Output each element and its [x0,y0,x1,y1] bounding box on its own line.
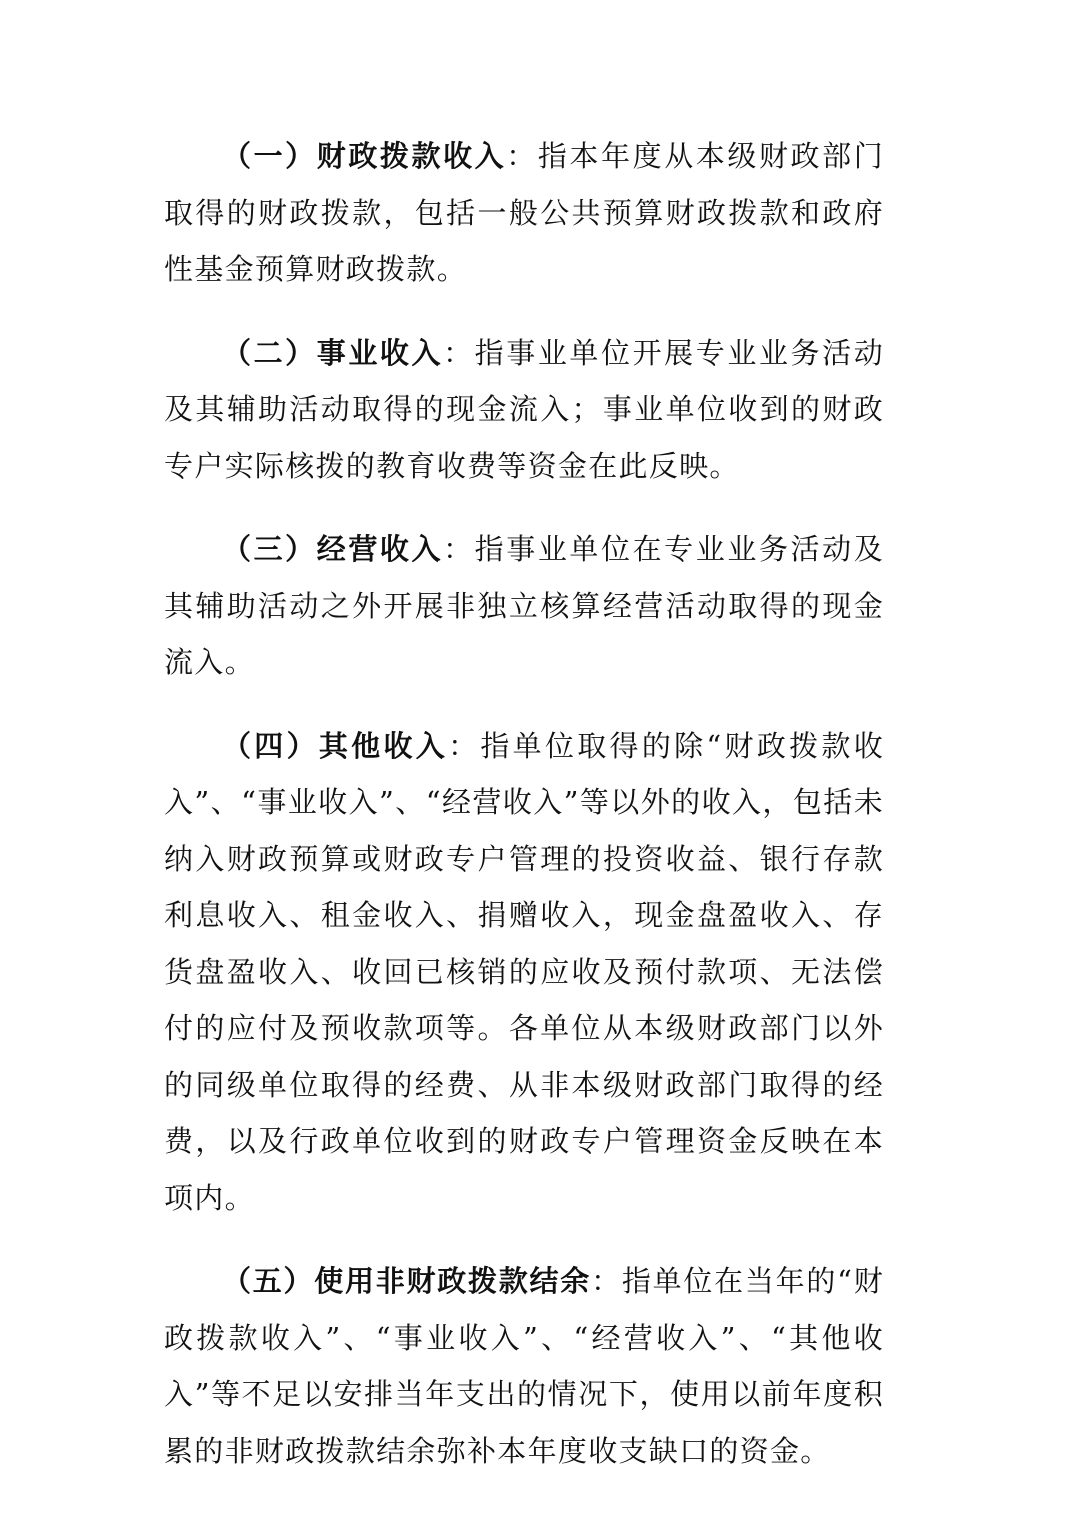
term-business-income: （二）事业收入 [222,335,444,370]
document-page [164,128,884,1506]
definition-business-income: ：指事业单位开展专业业务活动及其辅助活动取得的现金流入；事业单位收到的财政专户实际核拨的教育收费等资金在此反映。 [164,335,884,483]
paragraph-non-fiscal-surplus-use [164,1253,884,1479]
definition-fiscal-appropriation-income: ：指本年度从本级财政部门取得的财政拨款，包括一般公共预算财政拨款和政府性基金预算财政拨款。 [164,139,884,286]
paragraph-other-income [164,718,884,1227]
paragraph-operating-income [164,521,884,691]
definition-other-income: ：指单位取得的除“财政拨款收入”、“事业收入”、“经营收入”等以外的收入，包括未纳入财政预算或财政专户管理的投资收益、银行存款利息收入、租金收入、捐赠收入，现金盘盈收入、存货盘盈收入、收回已核销的应收及预付款项、无法偿付的应付及预收款项等。各单位从本级财政部门以外的同级单位取得的经费、从非本级财政部门取得的经费，以及行政单位收到的财政专户管理资金反映在本项内。 [164,728,884,1215]
term-other-income: （四）其他收入 [222,728,449,763]
paragraph-fiscal-appropriation-income [164,128,884,298]
term-non-fiscal-surplus-use: （五）使用非财政拨款结余 [222,1264,592,1298]
term-operating-income: （三）经营收入 [222,532,444,566]
paragraph-business-income [164,325,884,495]
term-fiscal-appropriation-income: （一）财政拨款收入 [222,139,507,173]
definition-operating-income: ：指事业单位在专业业务活动及其辅助活动之外开展非独立核算经营活动取得的现金流入。 [164,532,884,679]
definition-non-fiscal-surplus-use: ：指单位在当年的“财政拨款收入”、“事业收入”、“经营收入”、“其他收入”等不足以安排当年支出的情况下，使用以前年度积累的非财政拨款结余弥补本年度收支缺口的资金。 [164,1264,885,1468]
